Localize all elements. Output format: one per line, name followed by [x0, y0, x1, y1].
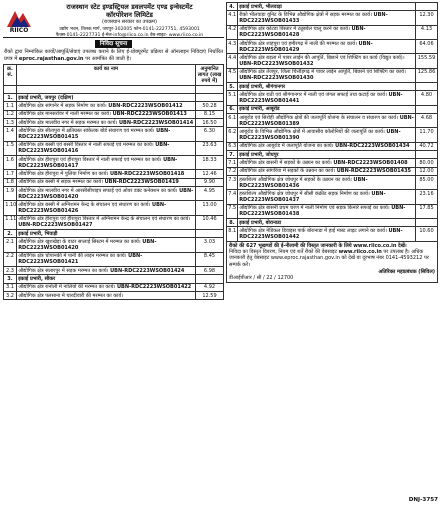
row-number: 7. — [227, 151, 238, 159]
estimated-cost: 10.60 — [416, 227, 438, 241]
work-description — [238, 167, 416, 175]
row-number: 4. — [227, 3, 238, 11]
table-row — [4, 110, 224, 118]
notice-title: निविदा सूचना — [3, 40, 224, 48]
header — [3, 2, 224, 38]
row-number: 2. — [4, 230, 17, 238]
work-description — [17, 283, 196, 291]
estimated-cost: 18.33 — [196, 155, 224, 169]
work-text: इकाई प्रभारी, सीकर — [18, 275, 56, 282]
estimated-cost: 9.90 — [196, 178, 224, 186]
work-table-right — [226, 2, 438, 242]
estimated-cost: 17.85 — [416, 204, 438, 218]
ubn-code: UBN-RDC2223WSOB01432 — [239, 61, 314, 68]
table-row — [4, 291, 224, 299]
estimated-cost — [196, 230, 224, 238]
estimated-cost — [416, 219, 438, 227]
work-description — [17, 267, 196, 275]
estimated-cost — [416, 105, 438, 113]
ubn-code: UBN-RDC2223WSOB01416 — [18, 142, 170, 155]
ubn-code: UBN-RDC2223WSOB01438 — [239, 205, 406, 218]
work-text: औद्योगिक क्षेत्र हीरापुरा में पुलिया निर्माण का कार्य। — [18, 170, 109, 177]
estimated-cost: 80.00 — [416, 159, 438, 167]
org-name-line1: राजस्थान स्टेट इण्डस्ट्रियल डवलपमेंट एण्ड इन्वेस्टमेंट — [66, 3, 193, 11]
work-text: औद्योगिक क्षेत्र बासनी में सड़कों के उन्नयन का कार्य। — [239, 160, 332, 166]
work-text: औद्योगिक क्षेत्र कोटडा विस्तार में ट्यूबवेल चालू करने का कार्य। — [239, 26, 350, 33]
table-row — [227, 68, 438, 82]
table-row — [4, 252, 224, 266]
unit-group-row — [4, 230, 224, 238]
col-header-work: कार्य का नाम — [17, 65, 196, 86]
table-row — [4, 267, 224, 275]
row-number: 7.1 — [228, 160, 237, 166]
col-header-no: क्र. सं. — [4, 65, 17, 86]
estimated-cost: 4.95 — [196, 186, 224, 200]
table-row — [4, 178, 224, 186]
estimated-cost — [196, 85, 224, 93]
row-number: 1.7 — [4, 170, 17, 178]
row-number: 6. — [227, 105, 238, 113]
estimated-cost: 6.98 — [196, 267, 224, 275]
logo-text: RIICO — [9, 27, 29, 33]
work-text: औद्योगिक क्षेत्र मालवीय नगर में आरसीसीपाइप सफाई एवं ओवर डक्ट कनेक्शन का कार्य। — [18, 187, 178, 194]
estimated-cost — [196, 275, 224, 283]
estimated-cost: 50.28 — [196, 102, 224, 110]
unit-group-row — [4, 94, 224, 102]
work-text: हस्तशिल्प औद्योगिक क्षेत्र जोधपुर में सड़कों के उन्नयन का कार्य। — [239, 176, 352, 183]
estimated-cost: 125.86 — [416, 68, 438, 82]
ubn-code: UBN-RDC2223WSOB01417 — [18, 156, 178, 169]
row-number: 3.1 — [4, 283, 17, 291]
estimated-cost: 12.30 — [416, 11, 438, 25]
work-text: औद्योगिक क्षेत्र बस्सी में अग्निशमन केन्द्र के संचालन एवं संधारण का कार्य। — [18, 201, 151, 208]
work-description — [17, 118, 196, 126]
work-description — [238, 227, 416, 241]
estimated-cost: 4.80 — [416, 91, 438, 105]
row-number: 1.6 — [4, 155, 17, 169]
row-number: 1.2 — [4, 110, 17, 118]
table-row — [4, 283, 224, 291]
estimated-cost: 10.46 — [196, 215, 224, 229]
org-subtitle: (राजस्थान सरकार का उपक्रम) — [102, 19, 157, 26]
estimated-cost: 40.72 — [416, 142, 438, 150]
ubn-code: UBN-RDC2223WSOB01408 — [333, 160, 408, 166]
row-number: 6.1 — [227, 114, 238, 128]
row-number: 1. — [4, 94, 17, 102]
work-description — [17, 291, 196, 299]
table-row — [227, 159, 438, 167]
eproc-link[interactable]: eproc.rajasthan.gov.in — [18, 55, 84, 62]
work-description — [17, 275, 196, 283]
estimated-cost — [416, 83, 438, 91]
footer-auction-text: रीको की 627 भूखण्डों की ई-नीलामी की विस्तृत जानकारी के लिये www.riico.co.in देखें। — [229, 242, 407, 249]
row-number: 3. — [4, 275, 17, 283]
work-description — [17, 94, 196, 102]
work-description — [238, 68, 416, 82]
table-row — [4, 170, 224, 178]
ubn-code: UBN-RDC2223WSOB01434 — [335, 143, 410, 150]
ubn-code: UBN-RDC2223WSOB01435 — [336, 168, 412, 175]
work-description — [238, 190, 416, 204]
work-description — [17, 170, 196, 178]
work-text: औद्योगिक क्षेत्र बस्सी एवं बस्सी विस्तार में नाली सफाई एवं मरम्मत का कार्य। — [18, 142, 154, 149]
estimated-cost: 4.92 — [196, 283, 224, 291]
work-text: औद्योगिक क्षेत्र आबूरोड में जलापूर्ति योजना का कार्य। — [239, 143, 334, 150]
header-text — [37, 3, 222, 39]
table-row — [227, 128, 438, 142]
row-number: 8. — [227, 219, 238, 227]
estimated-cost: 13.00 — [196, 201, 224, 215]
row-number: 1.3 — [4, 118, 17, 126]
work-description — [238, 142, 416, 150]
ubn-code: UBN-RDC2223WSOB01418 — [109, 170, 185, 177]
work-description — [238, 40, 416, 54]
table-row — [227, 40, 438, 54]
work-description — [238, 105, 416, 113]
work-text: औद्योगिक क्षेत्र खुशखेड़ा के वाटर सप्लाई सिस्टम में मरम्मत का कार्य। — [18, 238, 141, 245]
row-number: 4.5 — [227, 68, 238, 82]
work-text: रीको भीलवाड़ा यूनिट के विभिन्न औद्योगिक क्षेत्रों में सड़क मरम्मत का कार्य। — [239, 11, 372, 18]
work-text: इकाई प्रभारी, जयपुर (दक्षिण) — [18, 94, 74, 101]
work-text: औद्योगिक क्षेत्र मेडिकल डिवाइस पार्क बोरानाडा में हाई मास्ट लाइट लगाने का कार्य। — [239, 227, 387, 234]
estimated-cost: 16.50 — [196, 118, 224, 126]
row-number: 2.3 — [4, 267, 17, 275]
table-row — [4, 201, 224, 215]
work-text: आबूरोड के विभिन्न औद्योगिक क्षेत्रों में आवासीय कॉलोनियों की जलापूर्ति का कार्य। — [239, 129, 385, 136]
ubn-code: UBN-RDC2223WSOB01433 — [239, 11, 388, 24]
work-table-left — [3, 64, 224, 300]
work-description — [17, 141, 196, 155]
work-text: औद्योगिक क्षेत्र चोपानकी में पानी की लाइन मरम्मत का कार्य। — [18, 253, 127, 260]
work-text: औद्योगिक क्षेत्र शाहपुरा एवं हमीरगढ़ में नाली की मरम्मत का कार्य। — [239, 40, 357, 47]
row-number: 7.5 — [227, 204, 238, 218]
table-row — [227, 11, 438, 25]
work-text: औद्योगिक क्षेत्र रानोली में नालियों की मरम्मत का कार्य। — [18, 284, 116, 291]
ubn-code: UBN-RDC2223WSOB01424 — [110, 267, 185, 274]
ubn-code: UBN-RDC2223WSOB01436 — [239, 176, 368, 189]
table-row — [227, 54, 438, 68]
work-text: औद्योगिक क्षेत्र सलारपुर में सड़क मरम्मत का कार्य। — [18, 267, 109, 274]
row-number: 1.11 — [4, 215, 17, 229]
row-number: 1.5 — [4, 141, 17, 155]
ubn-code: UBN-RDC2223WSOB01422 — [116, 284, 192, 291]
work-description — [17, 85, 196, 93]
row-number: 1.4 — [4, 127, 17, 141]
ubn-code: UBN-RDC2223WSOB01441 — [239, 92, 403, 105]
table-row — [227, 167, 438, 175]
work-description — [238, 219, 416, 227]
work-description — [17, 238, 196, 252]
tender-notice — [3, 2, 438, 499]
work-description — [238, 3, 416, 11]
table-row — [4, 238, 224, 252]
ubn-code: UBN-RDC2223WSOB01420 — [18, 238, 157, 251]
row-number: 2.1 — [4, 238, 17, 252]
work-description — [17, 186, 196, 200]
work-description — [238, 151, 416, 159]
table-row — [227, 142, 438, 150]
table-row — [227, 204, 438, 218]
work-description — [17, 230, 196, 238]
table-row — [227, 91, 438, 105]
ubn-code: UBN-RDC2223WSOB01427 — [18, 222, 93, 229]
row-number: 1.1 — [4, 102, 17, 110]
row-number: 7.2 — [228, 168, 237, 175]
work-text: औद्योगिक क्षेत्र सांगानेर में सड़क निर्माण का कार्य। — [18, 102, 107, 109]
row-number — [4, 85, 17, 93]
work-text: औद्योगिक क्षेत्र हीरापुरा एवं हीरापुरा विस्तार में अग्निशमन केन्द्र के संचालन एवं संधारण का कार्य। — [18, 216, 191, 223]
org-name-line2: कॉरपोरेशन लिमिटेड — [106, 11, 153, 20]
estimated-cost: 12.00 — [416, 167, 438, 175]
work-description — [238, 54, 416, 68]
row-number: 5. — [227, 83, 238, 91]
table-row — [227, 25, 438, 39]
footer-details-text: निविदा का विस्तृत विवरण, नियम एवं शर्तें रीको की वेबसाइट www.riico.co.in पर उपलब्ध है। अधिक जानकारी हेतु वेबसाइट www.eproc.rajasthan.gov.in को देखें या दूरभाष नंबर 0141-4593212 पर सम्पर्क करें। — [229, 249, 429, 268]
right-column — [226, 2, 438, 283]
ubn-code: UBN-RDC2223WSOB01414 — [118, 119, 194, 126]
work-text: औद्योगिक क्षेत्र सांगरिया में सड़कों के उन्नयन का कार्य। — [239, 168, 336, 175]
work-text: औद्योगिक क्षेत्र पलसाना में चारदीवारी की मरम्मत का कार्य। — [18, 292, 124, 299]
work-description — [17, 201, 196, 215]
work-text: हस्तशिल्प औद्योगिक क्षेत्र जोधपुर में सीसी कंक्रीट सड़क निर्माण का कार्य। — [239, 190, 370, 197]
work-description — [238, 175, 416, 189]
estimated-cost: 85.00 — [416, 175, 438, 189]
ubn-code: UBN-RDC2223WSOB01419 — [104, 179, 179, 186]
work-text: इकाई प्रभारी, बोरानाडा — [239, 219, 282, 226]
signatory: अतिरिक्त महाप्रबंधक (सिविल) — [378, 268, 435, 275]
work-description — [238, 11, 416, 25]
ubn-code: UBN-RDC2223WSOB01429 — [239, 40, 373, 53]
row-number: 4.1 — [227, 11, 238, 25]
work-description — [17, 155, 196, 169]
work-description — [238, 204, 416, 218]
org-contact: फैक्स-0141-2227731 ई-मेल-info@riico.co.in वेब-साइट- www.riico.co.in — [55, 33, 204, 39]
estimated-cost — [416, 151, 438, 159]
riico-logo-icon — [5, 5, 33, 33]
estimated-cost — [416, 3, 438, 11]
row-number: 4.4 — [227, 54, 238, 68]
row-number: 1.8 — [4, 178, 17, 186]
work-text: आबूरोड एवं सिरोही औद्योगिक क्षेत्रों की जलापूर्ति योजना के संचालन व संधारण का कार्य। — [239, 114, 399, 121]
ubn-code: UBN-RDC2223WSOB01430 — [239, 75, 314, 82]
left-column — [3, 2, 224, 300]
unit-group-row — [227, 83, 438, 91]
org-address: उद्योग भवन, तिलक मार्ग, जयपुर-302005 फोन-0141-2227751, 4593001 — [59, 26, 200, 32]
estimated-cost: 4.13 — [416, 25, 438, 39]
estimated-cost: 8.45 — [196, 252, 224, 266]
table-row — [227, 175, 438, 189]
ubn-code: UBN-RDC2223WSOB01442 — [239, 227, 403, 241]
estimated-cost: 64.06 — [416, 40, 438, 54]
work-text: इकाई प्रभारी, श्रीगंगानगर — [239, 83, 286, 90]
estimated-cost: 155.59 — [416, 54, 438, 68]
row-number: 3.2 — [4, 291, 17, 299]
row-number: 7.4 — [227, 190, 238, 204]
unit-group-row — [227, 151, 438, 159]
work-text: औद्योगिक क्षेत्र बासनी प्रथम चरण में नाली निर्माण एवं सड़क किनारे सफाई का कार्य। — [239, 205, 390, 212]
work-description — [17, 127, 196, 141]
estimated-cost — [196, 94, 224, 102]
work-description — [17, 178, 196, 186]
dipr-ref: डीआईपीआर / सी / 22 / 12700 — [229, 275, 294, 281]
row-number: 1.10 — [4, 201, 17, 215]
work-text: औद्योगिक क्षेत्र हीरापुरा एवं हीरापुरा विस्तार में नाली सफाई एवं मरम्मत का कार्य। — [18, 156, 162, 163]
work-text: इकाई प्रभारी, आबूरोड — [239, 106, 280, 113]
ubn-code: UBN-RDC2223WSOB01437 — [239, 190, 386, 204]
work-description — [17, 215, 196, 229]
ad-code: DNJ-3757 — [408, 497, 438, 504]
ubn-code: UBN-RDC2223WSOB01412 — [108, 102, 183, 109]
ubn-code: UBN-RDC2223WSOB01421 — [18, 253, 143, 266]
table-row — [227, 190, 438, 204]
work-text: इकाई प्रभारी, भिवाड़ी — [18, 230, 58, 237]
estimated-cost: 6.30 — [196, 127, 224, 141]
row-number: 6.2 — [227, 128, 238, 142]
work-description — [238, 91, 416, 105]
row-number: 4.3 — [227, 40, 238, 54]
row-number: 6.3 — [228, 143, 237, 150]
row-number: 8.1 — [227, 227, 238, 241]
ubn-code: UBN-RDC2223WSOB01413 — [112, 111, 187, 118]
footer — [226, 242, 438, 284]
ubn-code: UBN-RDC2223WSOB01390 — [239, 129, 401, 142]
estimated-cost: 23.63 — [196, 141, 224, 155]
work-text: औद्योगिक क्षेत्र बड़ला में पावर लाईन की आपूर्ति, बिछाने एवं शिफ्टिंग का कार्य (विद्युत कार्य)। — [239, 55, 405, 61]
table-row — [227, 114, 438, 128]
unit-group-row — [227, 3, 438, 11]
work-text: इकाई प्रभारी, भीलवाड़ा — [239, 3, 282, 10]
work-description — [17, 110, 196, 118]
table-row — [4, 118, 224, 126]
row-number: 7.3 — [227, 175, 238, 189]
col-header-cost: अनुमानित लागत (लाख रुपये में) — [196, 65, 224, 86]
riico-site-link[interactable]: www.riico.co.in — [353, 242, 397, 249]
row-number: 5.1 — [227, 91, 238, 105]
work-text: इकाई प्रभारी, जोधपुर — [239, 151, 279, 158]
riico-site-link-2[interactable]: www.riico.co.in — [338, 249, 382, 255]
estimated-cost: 11.70 — [416, 128, 438, 142]
estimated-cost: 12.59 — [196, 291, 224, 299]
ubn-code: UBN-RDC2223WSOB01389 — [239, 114, 414, 127]
ubn-code: UBN-RDC2223WSOB01428 — [239, 26, 366, 39]
intro-text: रीको द्वारा निम्नांकित कार्यों/आपूर्ति/सेवाएं उपलब्ध कराने के लिए ई-प्रोक्यूरमेंट प्रक्रिया से ऑनलाइन निविदाएं निर्धारित प्रपत्र में eproc.rajasthan.gov.in पर आमंत्रित की जाती है। — [4, 48, 223, 62]
estimated-cost: 4.68 — [416, 114, 438, 128]
estimated-cost: 12.46 — [196, 170, 224, 178]
estimated-cost: 23.16 — [416, 190, 438, 204]
table-row — [4, 102, 224, 110]
work-text: औद्योगिक क्षेत्र मालवीय नगर में सड़क मरम्मत का कार्य। — [18, 119, 118, 126]
row-number: 4.2 — [227, 25, 238, 39]
ubn-code: UBN-RDC2223WSOB01426 — [18, 201, 167, 214]
unit-group-row — [4, 275, 224, 283]
estimated-cost: 8.15 — [196, 110, 224, 118]
estimated-cost: 3.03 — [196, 238, 224, 252]
unit-group-row — [227, 219, 438, 227]
table-row — [4, 155, 224, 169]
work-text: औद्योगिक क्षेत्र सीतापुरा में क्षतिग्रस्त सांकेतक बोर्ड संधारण एवं मरम्मत कार्य। — [18, 127, 155, 134]
table-row — [4, 215, 224, 229]
ubn-code: UBN-RDC2223WSOB01415 — [18, 127, 171, 140]
work-description — [238, 159, 416, 167]
table-row — [4, 141, 224, 155]
work-description — [17, 252, 196, 266]
work-text: औद्योगिक क्षेत्र बस्सी में सड़क मरम्मत का कार्य। — [18, 179, 104, 186]
work-description — [17, 102, 196, 110]
table-row — [4, 186, 224, 200]
ubn-code: UBN-RDC2223WSOB01420 — [18, 187, 194, 200]
work-description — [238, 83, 416, 91]
table-row — [227, 227, 438, 241]
table-row — [4, 85, 224, 93]
work-description — [238, 114, 416, 128]
work-text: औद्योगिक क्षेत्र राठी एवं श्रीगंगानगर में नाली एवं जंगल सफाई तथा कटाई का कार्य। — [239, 92, 387, 99]
work-description — [238, 128, 416, 142]
row-number: 2.2 — [4, 252, 17, 266]
work-text: औद्योगिक क्षेत्र मानसरोवर में नाली मरम्मत का कार्य। — [18, 111, 111, 118]
unit-group-row — [227, 105, 438, 113]
work-text: औद्योगिक क्षेत्र तेजपुर, जिला चित्तौड़गढ़ में पावर लाईन आपूर्ति, बिछाने एवं शिफ्टिंग का कार्य। — [239, 69, 406, 76]
work-description — [238, 25, 416, 39]
row-number: 1.9 — [4, 186, 17, 200]
table-row — [4, 127, 224, 141]
